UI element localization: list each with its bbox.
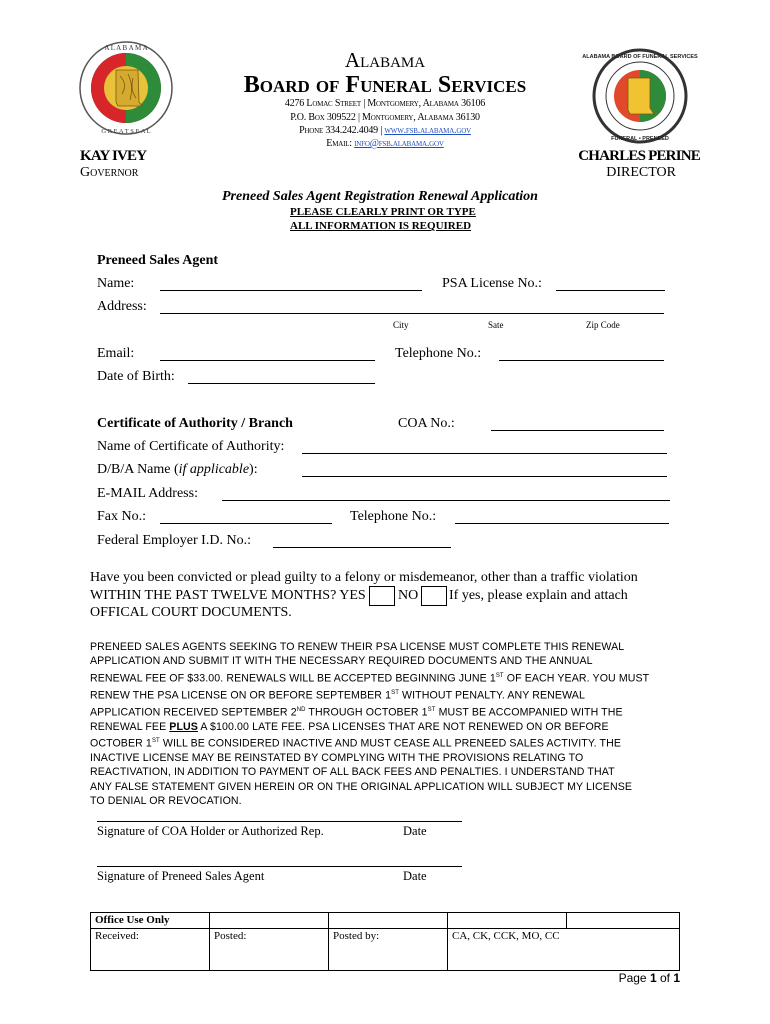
office-cell[interactable] [567,913,680,929]
city-caption: City [393,320,409,330]
fax-input-line[interactable] [160,509,332,524]
state-caption: Sate [488,320,504,330]
para-sup: ST [391,689,399,696]
para-line: REACTIVATION, IN ADDITION TO PAYMENT OF ALL BACK FEES AND PENALTIES. I UNDERSTAND THAT [90,766,615,779]
page-of: of [656,971,674,985]
para-line [90,686,649,703]
para-text: RENEWAL FEE OF $33.00. RENEWALS WILL BE ACCEPTED BEGINNING JUNE 1 [90,672,496,685]
office-cell[interactable] [329,913,448,929]
agent-date-label: Date [403,869,427,883]
svg-text:ALABAMA BOARD OF FUNERAL SERVI: ALABAMA BOARD OF FUNERAL SERVICES [582,54,698,60]
coa-section-heading: Certificate of Authority / Branch [97,416,293,431]
form-title: Preneed Sales Agent Registration Renewal Application [222,189,538,204]
received-cell[interactable]: Received: [91,929,210,971]
conviction-question-line2 [90,588,366,604]
address-label: Address: [97,299,147,314]
agent-signature-line[interactable] [97,852,462,867]
para-sup: ST [495,672,504,679]
no-label: NO [398,588,419,603]
para-sup: ST [427,706,436,713]
yes-checkbox[interactable] [369,586,395,606]
telephone2-label: Telephone No.: [350,509,437,524]
street-address: 4276 Lomac Street | Montgomery, Alabama 36106 [284,98,486,109]
state-name: Alabama [344,48,426,72]
psa-license-label: PSA License No.: [442,276,542,291]
para-line [90,669,649,686]
office-cell[interactable] [210,913,329,929]
telephone-input-line[interactable] [499,346,664,361]
page-total: 1 [673,971,680,985]
website-link[interactable]: www.fsb.alabama.gov [384,125,471,136]
conviction-question-line1: Have you been convicted or plead guilty to a felony or misdemeanor, other than a traffic violation [90,570,638,585]
para-line: ANY FALSE STATEMENT GIVEN HEREIN OR ON THE ORIGINAL APPLICATION WILL SUBJECT MY LICENSE [90,780,633,793]
page-current: 1 [649,971,657,985]
email-prefix: Email: [326,138,355,149]
office-use-header: Office Use Only [91,913,210,929]
office-use-table [90,912,680,971]
coa-date-label: Date [403,824,427,838]
telephone-label: Telephone No.: [395,346,482,361]
para-text: OCTOBER 1 [90,737,152,750]
svg-text:A L A B A M A: A L A B A M A [104,44,148,52]
governor-title: Governor [80,165,139,180]
board-seal [582,48,698,144]
para-line [90,703,649,720]
renewal-instructions [90,640,649,809]
para-text: WILL BE CONSIDERED INACTIVE AND MUST CEASE ALL PRENEED SALES ACTIVITY. THE [159,737,622,750]
email-label: Email: [97,346,135,361]
coa-no-label: COA No.: [398,416,455,431]
dob-label: Date of Birth: [97,369,175,384]
dba-label-italic: if applicable [178,462,250,477]
email-link[interactable]: info@fsb.alabama.gov [354,138,444,149]
payment-codes-cell[interactable]: CA, CK, CCK, MO, CC [448,929,680,971]
board-name: Board of Funeral Services [243,72,527,98]
form-subtitle-required: ALL INFORMATION IS REQUIRED [290,220,472,232]
para-text: MUST BE ACCOMPANIED WITH THE [435,706,623,719]
para-line: INACTIVE LICENSE MAY BE REINSTATED BY COMPLYING WITH THE PROVISIONS RELATING TO [90,751,584,764]
posted-cell[interactable]: Posted: [210,929,329,971]
para-line [90,720,649,734]
agent-section-heading: Preneed Sales Agent [97,253,219,268]
fein-label: Federal Employer I.D. No.: [97,533,251,548]
dba-label-suffix: ): [249,462,258,477]
para-sup: ST [151,738,160,745]
po-box-address: P.O. Box 309522 | Montgomery, Alabama 36130 [290,112,480,123]
telephone2-input-line[interactable] [455,509,669,524]
para-text: APPLICATION RECEIVED SEPTEMBER 2 [90,706,297,719]
posted-by-cell[interactable]: Posted by: [329,929,448,971]
para-sup: ND [296,706,306,713]
email-address-label: E-MAIL Address: [97,486,198,501]
para-text: THROUGH OCTOBER 1 [305,706,428,719]
governor-name: KAY IVEY [80,148,147,164]
address-input-line[interactable] [160,299,664,314]
director-title: DIRECTOR [606,165,676,180]
email-input-line[interactable] [160,346,375,361]
para-line [90,734,649,751]
name-input-line[interactable] [160,276,422,291]
office-cell[interactable] [448,913,567,929]
agent-signature-label: Signature of Preneed Sales Agent [97,869,265,883]
para-text: WITHOUT PENALTY. ANY RENEWAL [398,689,585,702]
para-text: RENEW THE PSA LICENSE ON OR BEFORE SEPTEMBER 1 [90,689,392,702]
psa-license-input-line[interactable] [556,276,665,291]
dba-label [97,462,258,478]
coa-signature-label: Signature of COA Holder or Authorized Rep. [97,824,324,838]
phone-website-line [175,125,595,136]
para-text: OF EACH YEAR. YOU MUST [503,672,650,685]
page-number [619,971,680,985]
form-subtitle-print: PLEASE CLEARLY PRINT OR TYPE [290,206,476,218]
fax-label: Fax No.: [97,509,146,524]
svg-text:FUNERAL • PRENEED: FUNERAL • PRENEED [611,136,669,142]
coa-name-input-line[interactable] [302,439,667,454]
fein-input-line[interactable] [273,533,451,548]
svg-text:G R E A T S E A L: G R E A T S E A L [101,128,151,135]
coa-name-label: Name of Certificate of Authority: [97,439,285,454]
coa-signature-line[interactable] [97,807,462,822]
director-name: CHARLES PERINE [578,148,700,164]
coa-no-input-line[interactable] [491,416,664,431]
great-seal-of-alabama [78,40,174,136]
page-prefix: Page [618,971,650,985]
para-plus: PLUS [169,720,198,733]
para-line: TO DENIAL OR REVOCATION. [90,795,242,808]
yes-label: WITHIN THE PAST TWELVE MONTHS? YES [90,588,366,603]
email-address-input-line[interactable] [222,486,670,501]
conviction-question-line3: OFFICAL COURT DOCUMENTS. [90,605,292,620]
no-checkbox[interactable] [421,586,447,606]
dob-input-line[interactable] [188,369,375,384]
para-line: APPLICATION AND SUBMIT IT WITH THE NECESSARY REQUIRED DOCUMENTS AND THE ANNUAL [90,655,593,668]
para-text: RENEWAL FEE [90,720,170,733]
name-label: Name: [97,276,135,291]
email-line [175,138,595,149]
para-line: PRENEED SALES AGENTS SEEKING TO RENEW THEIR PSA LICENSE MUST COMPLETE THIS RENEWAL [90,641,625,653]
phone-text: Phone 334.242.4049 | [299,125,385,136]
dba-input-line[interactable] [302,462,667,477]
para-text: A $100.00 LATE FEE. PSA LICENSES THAT ARE NOT RENEWED ON OR BEFORE [197,720,609,733]
explain-instruction: If yes, please explain and attach [449,588,628,603]
zip-caption: Zip Code [586,320,620,330]
dba-label-prefix: D/B/A Name ( [97,462,179,477]
